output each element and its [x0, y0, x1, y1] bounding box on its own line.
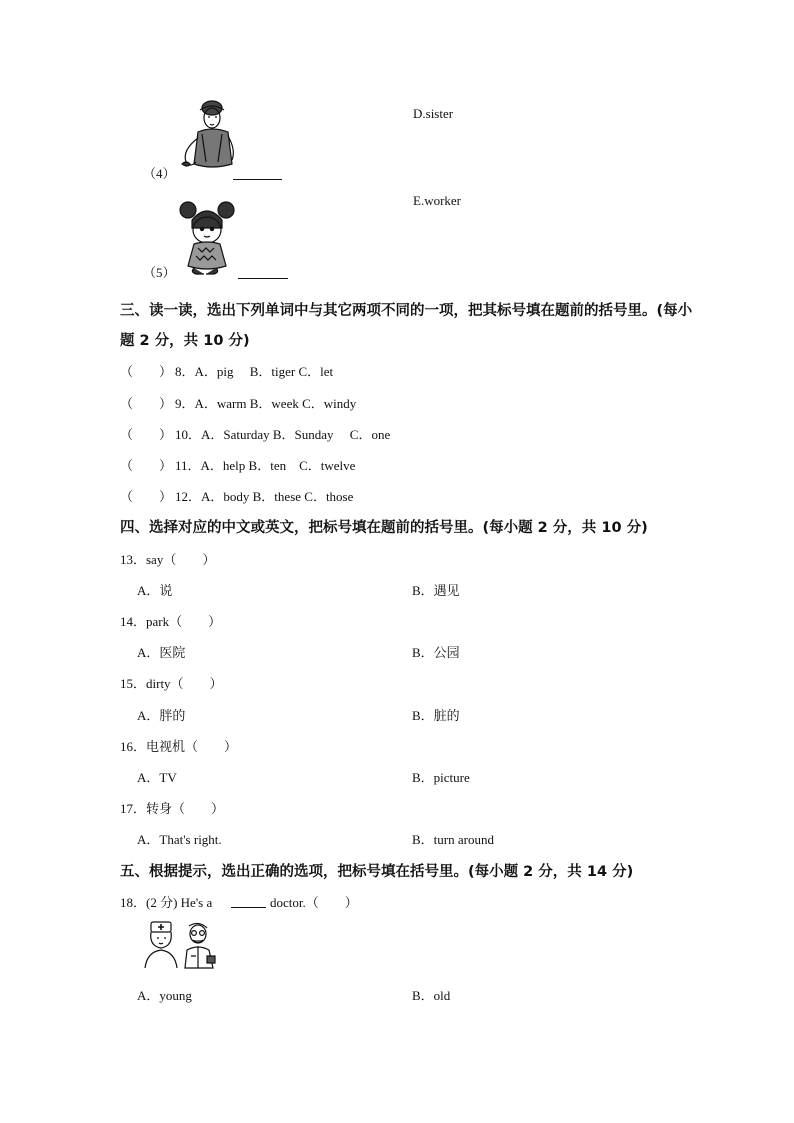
- question-stem: 16．电视机（ ）: [120, 739, 238, 754]
- question-text: 10．A．Saturday B．Sunday C．one: [175, 427, 391, 442]
- option-e: E.worker: [413, 193, 462, 208]
- question-text: 9．A．warm B．week C．windy: [175, 396, 357, 411]
- question-stem: 17．转身（ ）: [120, 801, 225, 816]
- question-text: 8．A．pig B．tiger C．let: [175, 364, 334, 379]
- option-b: B．picture: [412, 770, 470, 785]
- girl-figure-illustration: [174, 194, 240, 274]
- option-b: B．脏的: [412, 708, 460, 723]
- question-text: 12．A．body B．these C．those: [175, 489, 354, 504]
- question-stem: 13．say（ ）: [120, 552, 216, 567]
- stem-blank: [231, 906, 266, 908]
- item-5-number: （5）: [143, 265, 176, 280]
- question-stem: 14．park（ ）: [120, 614, 222, 629]
- doctors-illustration: [143, 920, 219, 970]
- option-a: A．young: [137, 988, 192, 1003]
- answer-bracket[interactable]: （ ）: [120, 427, 173, 442]
- option-a: A．医院: [137, 645, 186, 660]
- option-b: B．公园: [412, 645, 460, 660]
- section-3-heading-cont: 题 2 分，共 10 分): [120, 333, 250, 349]
- item-4-number: （4）: [143, 166, 176, 181]
- question-stem: 15．dirty（ ）: [120, 676, 223, 691]
- question-stem-start: 18．(2 分) He's a: [120, 895, 213, 910]
- option-b: B．old: [412, 988, 451, 1003]
- answer-bracket[interactable]: （ ）: [120, 458, 173, 473]
- item-5-answer-blank[interactable]: [238, 277, 288, 279]
- option-d: D.sister: [413, 106, 454, 121]
- option-a: A．胖的: [137, 708, 186, 723]
- question-stem-end: doctor.（ ）: [270, 895, 358, 910]
- item-4-answer-blank[interactable]: [233, 178, 282, 180]
- question-text: 11．A．help B．ten C．twelve: [175, 458, 356, 473]
- answer-bracket[interactable]: （ ）: [120, 364, 173, 379]
- section-5-heading: 五、根据提示，选出正确的选项，把标号填在括号里。(每小题 2 分，共 14 分): [120, 864, 634, 880]
- option-a: A．TV: [137, 770, 177, 785]
- worker-figure-illustration: [172, 98, 236, 178]
- answer-bracket[interactable]: （ ）: [120, 396, 173, 411]
- section-3-heading: 三、读一读，选出下列单词中与其它两项不同的一项，把其标号填在题前的括号里。(每小: [120, 303, 693, 319]
- option-b: B．遇见: [412, 583, 460, 598]
- section-4-heading: 四、选择对应的中文或英文，把标号填在题前的括号里。(每小题 2 分，共 10 分): [120, 520, 648, 536]
- answer-bracket[interactable]: （ ）: [120, 489, 173, 504]
- option-a: A．说: [137, 583, 173, 598]
- option-a: A．That's right.: [137, 832, 222, 847]
- option-b: B．turn around: [412, 832, 494, 847]
